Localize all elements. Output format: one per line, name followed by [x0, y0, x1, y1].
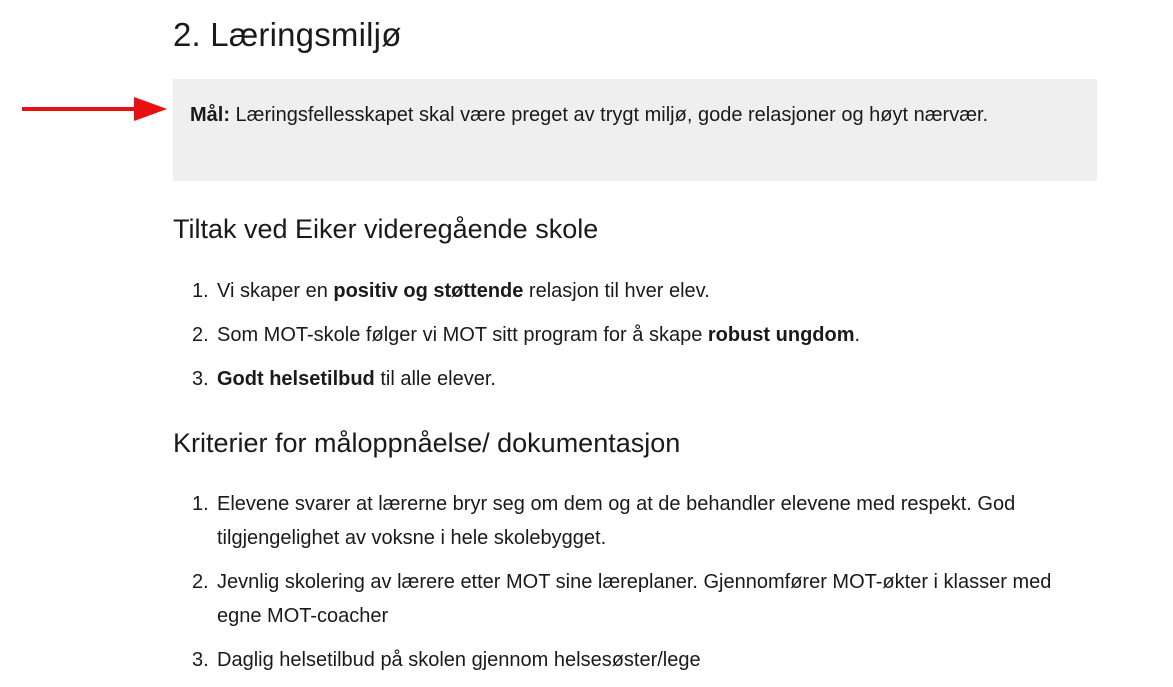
list-item: [192, 487, 1097, 555]
list-number: 1.: [192, 280, 209, 302]
list-item: [192, 318, 1097, 352]
list-text-bold: Godt helsetilbud: [217, 368, 375, 390]
list-number: 2.: [192, 571, 209, 593]
list-number: 3.: [192, 368, 209, 390]
list-text: relasjon til hver elev.: [523, 280, 710, 302]
goal-box: [173, 79, 1097, 181]
goal-text: Læringsfellesskapet skal være preget av trygt miljø, gode relasjoner og høyt nærvær.: [230, 104, 989, 126]
section-heading-kriterier: Kriterier for måloppnåelse/ dokumentasjon: [173, 428, 681, 458]
list-text: Vi skaper en: [217, 280, 334, 302]
list-number: 1.: [192, 493, 209, 515]
list-number: 3.: [192, 649, 209, 671]
red-arrow-icon: [22, 96, 167, 122]
section-heading-tiltak: Tiltak ved Eiker videregående skole: [173, 214, 599, 244]
kriterier-list: [173, 487, 1097, 687]
goal-label: Mål:: [190, 104, 230, 126]
page-title: 2. Læringsmiljø: [173, 16, 402, 53]
list-text: til alle elever.: [374, 368, 496, 390]
tiltak-list: [173, 274, 1097, 406]
list-text: Jevnlig skolering av lærere etter MOT sine læreplaner. Gjennomfører MOT-økter i klasser med egne MOT-coacher: [217, 571, 1052, 627]
list-item: [192, 362, 1097, 396]
list-text: Som MOT-skole følger vi MOT sitt program for å skape: [217, 324, 708, 346]
list-text: .: [854, 324, 861, 346]
list-text: Daglig helsetilbud på skolen gjennom helsesøster/lege: [217, 649, 701, 671]
list-item: [192, 643, 1097, 677]
list-item: [192, 565, 1097, 633]
list-item: [192, 274, 1097, 308]
list-text-bold: robust ungdom: [707, 324, 855, 346]
list-text: Elevene svarer at lærerne bryr seg om dem og at de behandler elevene med respekt. God tilgjengelighet av voksne i hele skolebygget.: [217, 493, 1016, 549]
list-number: 2.: [192, 324, 209, 346]
list-text-bold: positiv og støttende: [333, 280, 524, 302]
